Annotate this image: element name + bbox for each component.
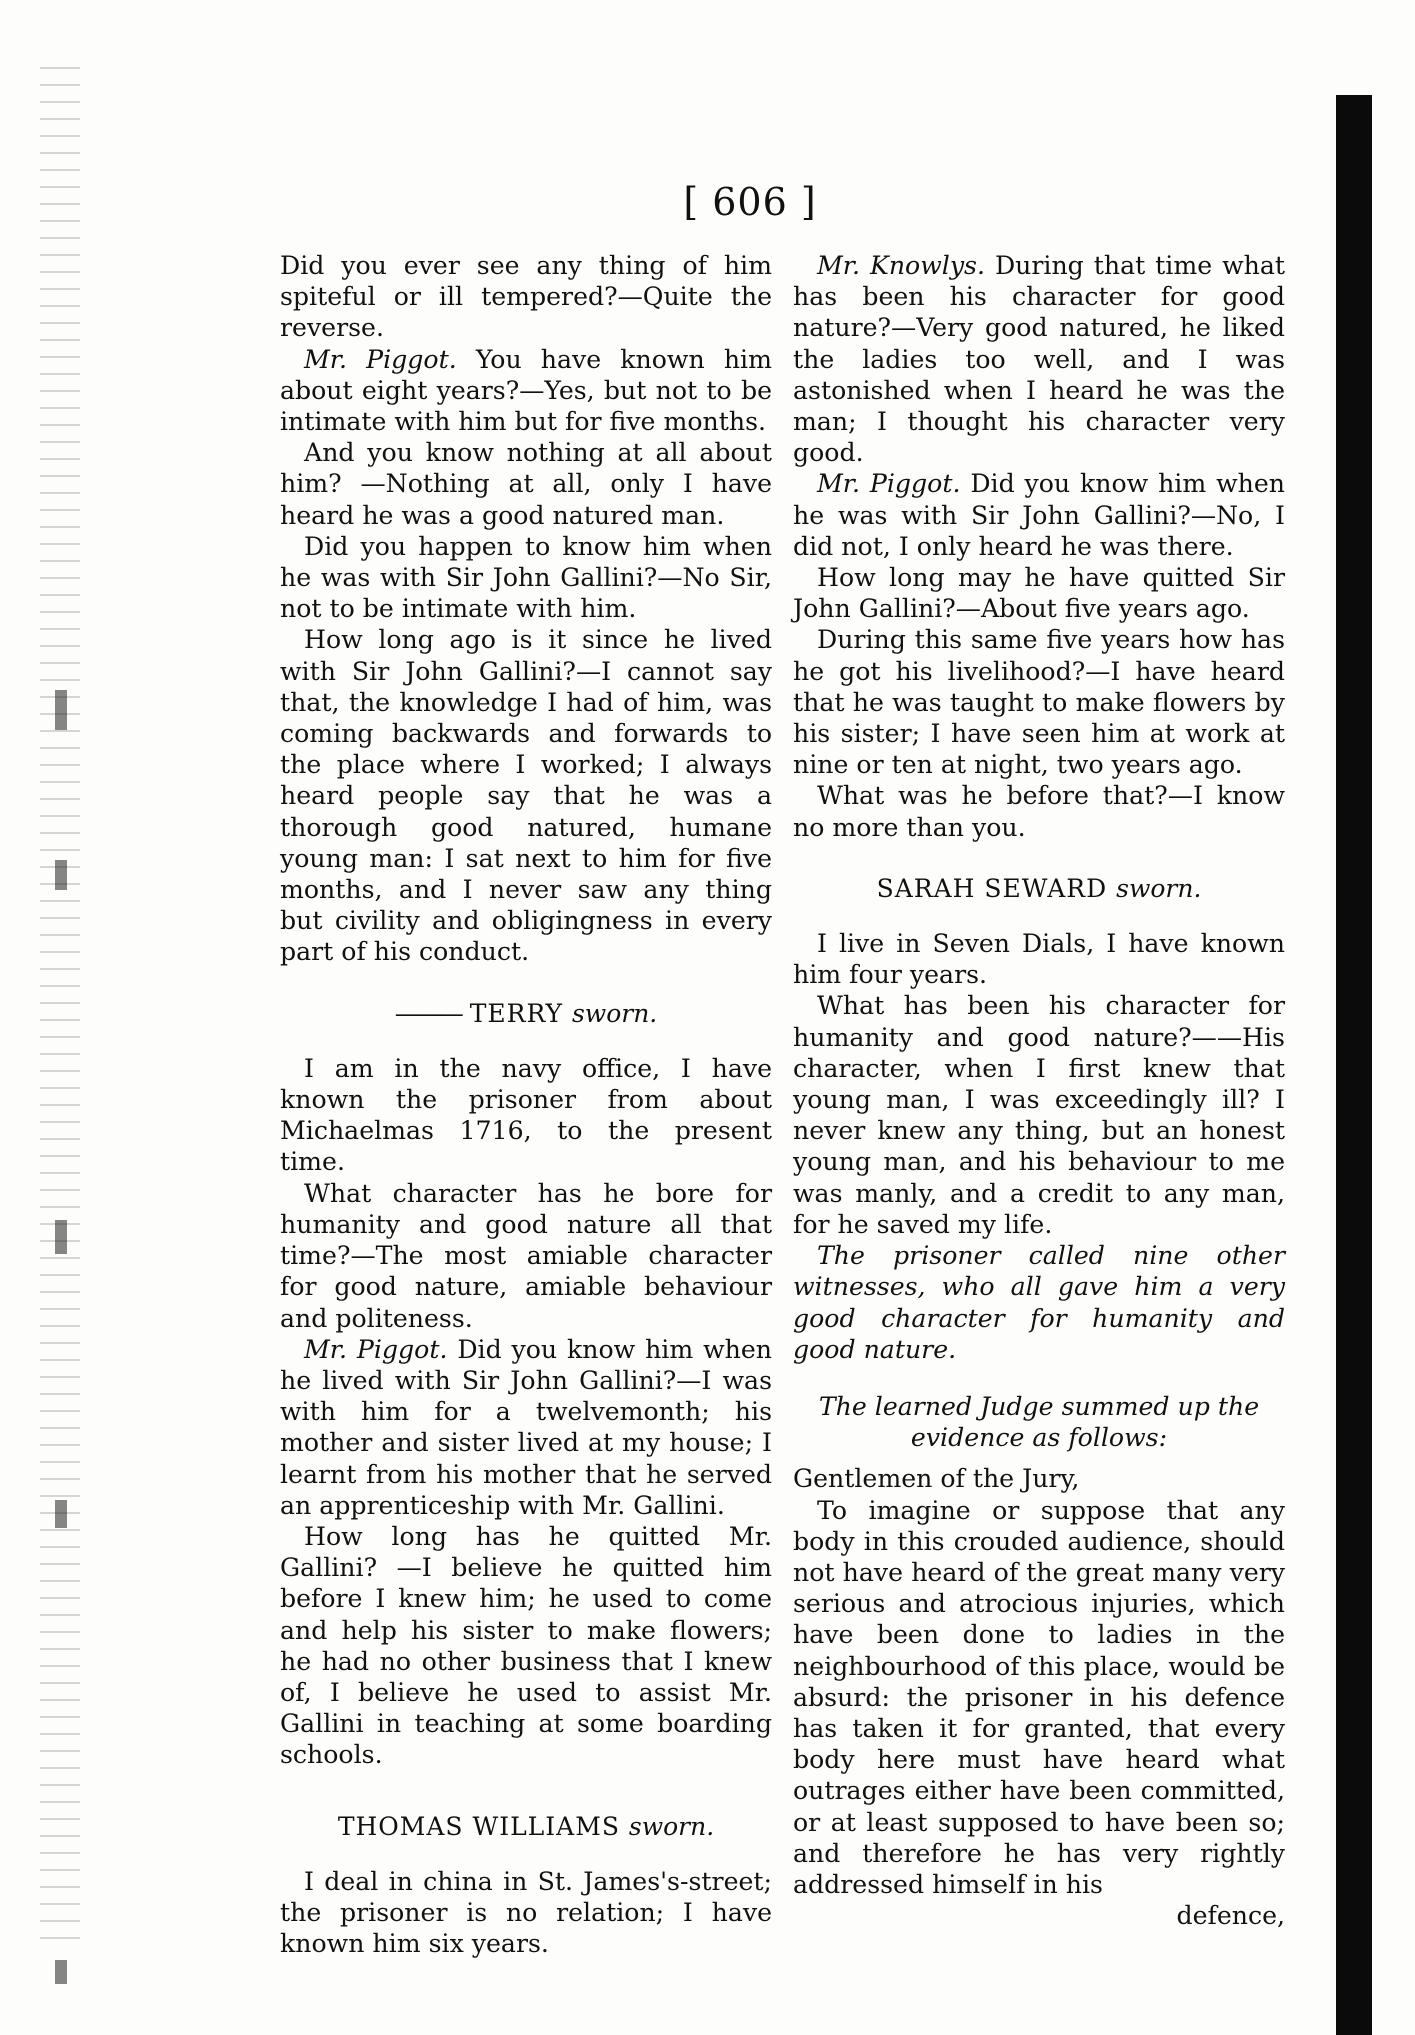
- speaker: Mr. Knowlys.: [817, 251, 985, 280]
- witness-name: SARAH SEWARD: [876, 873, 1108, 903]
- paragraph: During this same five years how has he got his livelihood?—I have heard that he was taught to make flowers by his sister; I have seen him at work at nine or ten at night, two years ago.: [793, 625, 1285, 780]
- paragraph-text: Did you know him when he lived with Sir John Gallini?—I was with him for a twelvemonth; his mother and sister lived at my house; I learnt from his mother that he served an apprenticeship with Mr. Gallini.: [280, 1334, 772, 1520]
- witness-heading: [280, 998, 772, 1029]
- paragraph: To imagine or suppose that any body in this crouded audience, should not have heard of the great many very serious and atrocious injuries, which have been done to ladies in the neighbourhood of this place, would be absurd: the prisoner in his defence has taken it for granted, that every body here must have heard what outrages either have been committed, or at least supposed to have been so; and therefore he has very rightly addressed himself in his: [793, 1495, 1285, 1899]
- paragraph: [793, 468, 1285, 562]
- summing-heading: The learned Judge summed up the evidence as follows:: [818, 1391, 1260, 1453]
- speaker: Mr. Piggot.: [304, 1334, 448, 1364]
- left-column: [280, 250, 772, 1959]
- speaker: Mr. Piggot.: [817, 469, 961, 499]
- paragraph: [793, 250, 1285, 468]
- italic-note: The prisoner called nine other witnesses, who all gave him a very good character for humanity and good nature.: [793, 1241, 1285, 1364]
- paragraph: I live in Seven Dials, I have known him four years.: [793, 929, 1285, 990]
- scan-edge-marks: [40, 60, 80, 1950]
- paragraph: Did you happen to know him when he was with Sir John Gallini?—No Sir, not to be intimate with him.: [280, 531, 772, 624]
- sworn-label: sworn.: [628, 1811, 715, 1841]
- sworn-label: sworn.: [1116, 873, 1202, 903]
- paragraph: How long ago is it since he lived with Sir John Gallini?—I cannot say that, the knowledge I had of him, was coming backwards and forwards to the place where I worked; I always heard people say that he was a thorough good natured, humane young man: I sat next to him for five months, and I never saw any thing but civility and obligingness in every part of his conduct.: [280, 625, 772, 967]
- witness-heading: [793, 873, 1285, 904]
- paragraph: How long has he quitted Mr. Gallini? —I believe he quitted him before I knew him; he used to come and help his sister to make flowers; he had no other business that I knew of, I believe he used to assist Mr. Gallini in teaching at some boarding schools.: [280, 1521, 772, 1770]
- paragraph: I deal in china in St. James's-street; the prisoner is no relation; I have known him six years.: [280, 1866, 772, 1959]
- paragraph: What character has he bore for humanity and good nature all that time?—The most amiable character for good nature, amiable behaviour and politeness.: [280, 1178, 772, 1333]
- scan-edge-blot: [55, 1500, 67, 1528]
- paragraph: [280, 1334, 772, 1521]
- paragraph: [280, 344, 772, 438]
- paragraph: And you know nothing at all about him? —Nothing at all, only I have heard he was a good natured man.: [280, 438, 772, 530]
- scan-edge-blot: [55, 860, 67, 890]
- witness-name: TERRY: [469, 998, 564, 1028]
- scan-edge-blot: [55, 1220, 67, 1254]
- scan-edge-blot: [55, 1960, 67, 1984]
- paragraph: Did you ever see any thing of him spiteful or ill tempered?—Quite the reverse.: [280, 251, 772, 343]
- paragraph: Gentlemen of the Jury,: [793, 1464, 1080, 1494]
- speaker: Mr. Piggot.: [304, 344, 457, 374]
- witness-heading: [280, 1811, 772, 1842]
- right-column: [793, 250, 1285, 1931]
- page-number: [ 606 ]: [683, 180, 817, 224]
- witness-name: THOMAS WILLIAMS: [337, 1811, 620, 1841]
- paragraph: How long may he have quitted Sir John Gallini?—About five years ago.: [793, 563, 1285, 624]
- scan-binding-bar: [1336, 95, 1372, 2035]
- paragraph-text: You have known him about eight years?—Yes, but not to be intimate with him but for five months.: [280, 344, 772, 437]
- paragraph-text: Did you know him when he was with Sir John Gallini?—No, I did not, I only heard he was there.: [793, 469, 1285, 561]
- heading-dash: ———: [394, 998, 461, 1028]
- sworn-label: sworn.: [571, 998, 658, 1028]
- paragraph: What was he before that?—I know no more than you.: [793, 781, 1285, 842]
- catchword: defence,: [1176, 1901, 1285, 1931]
- scan-edge-blot: [55, 690, 67, 730]
- paragraph-text: During that time what has been his character for good nature?—Very good natured, he liked the ladies too well, and I was astonished when I heard he was the man; I thought his character very good.: [793, 251, 1285, 468]
- paragraph: I am in the navy office, I have known the prisoner from about Michaelmas 1716, to the present time.: [280, 1053, 772, 1177]
- paragraph: What has been his character for humanity and good nature?——His character, when I first knew that young man, I was exceedingly ill? I never knew any thing, but an honest young man, and his behaviour to me was manly, and a credit to any man, for he saved my life.: [793, 991, 1285, 1239]
